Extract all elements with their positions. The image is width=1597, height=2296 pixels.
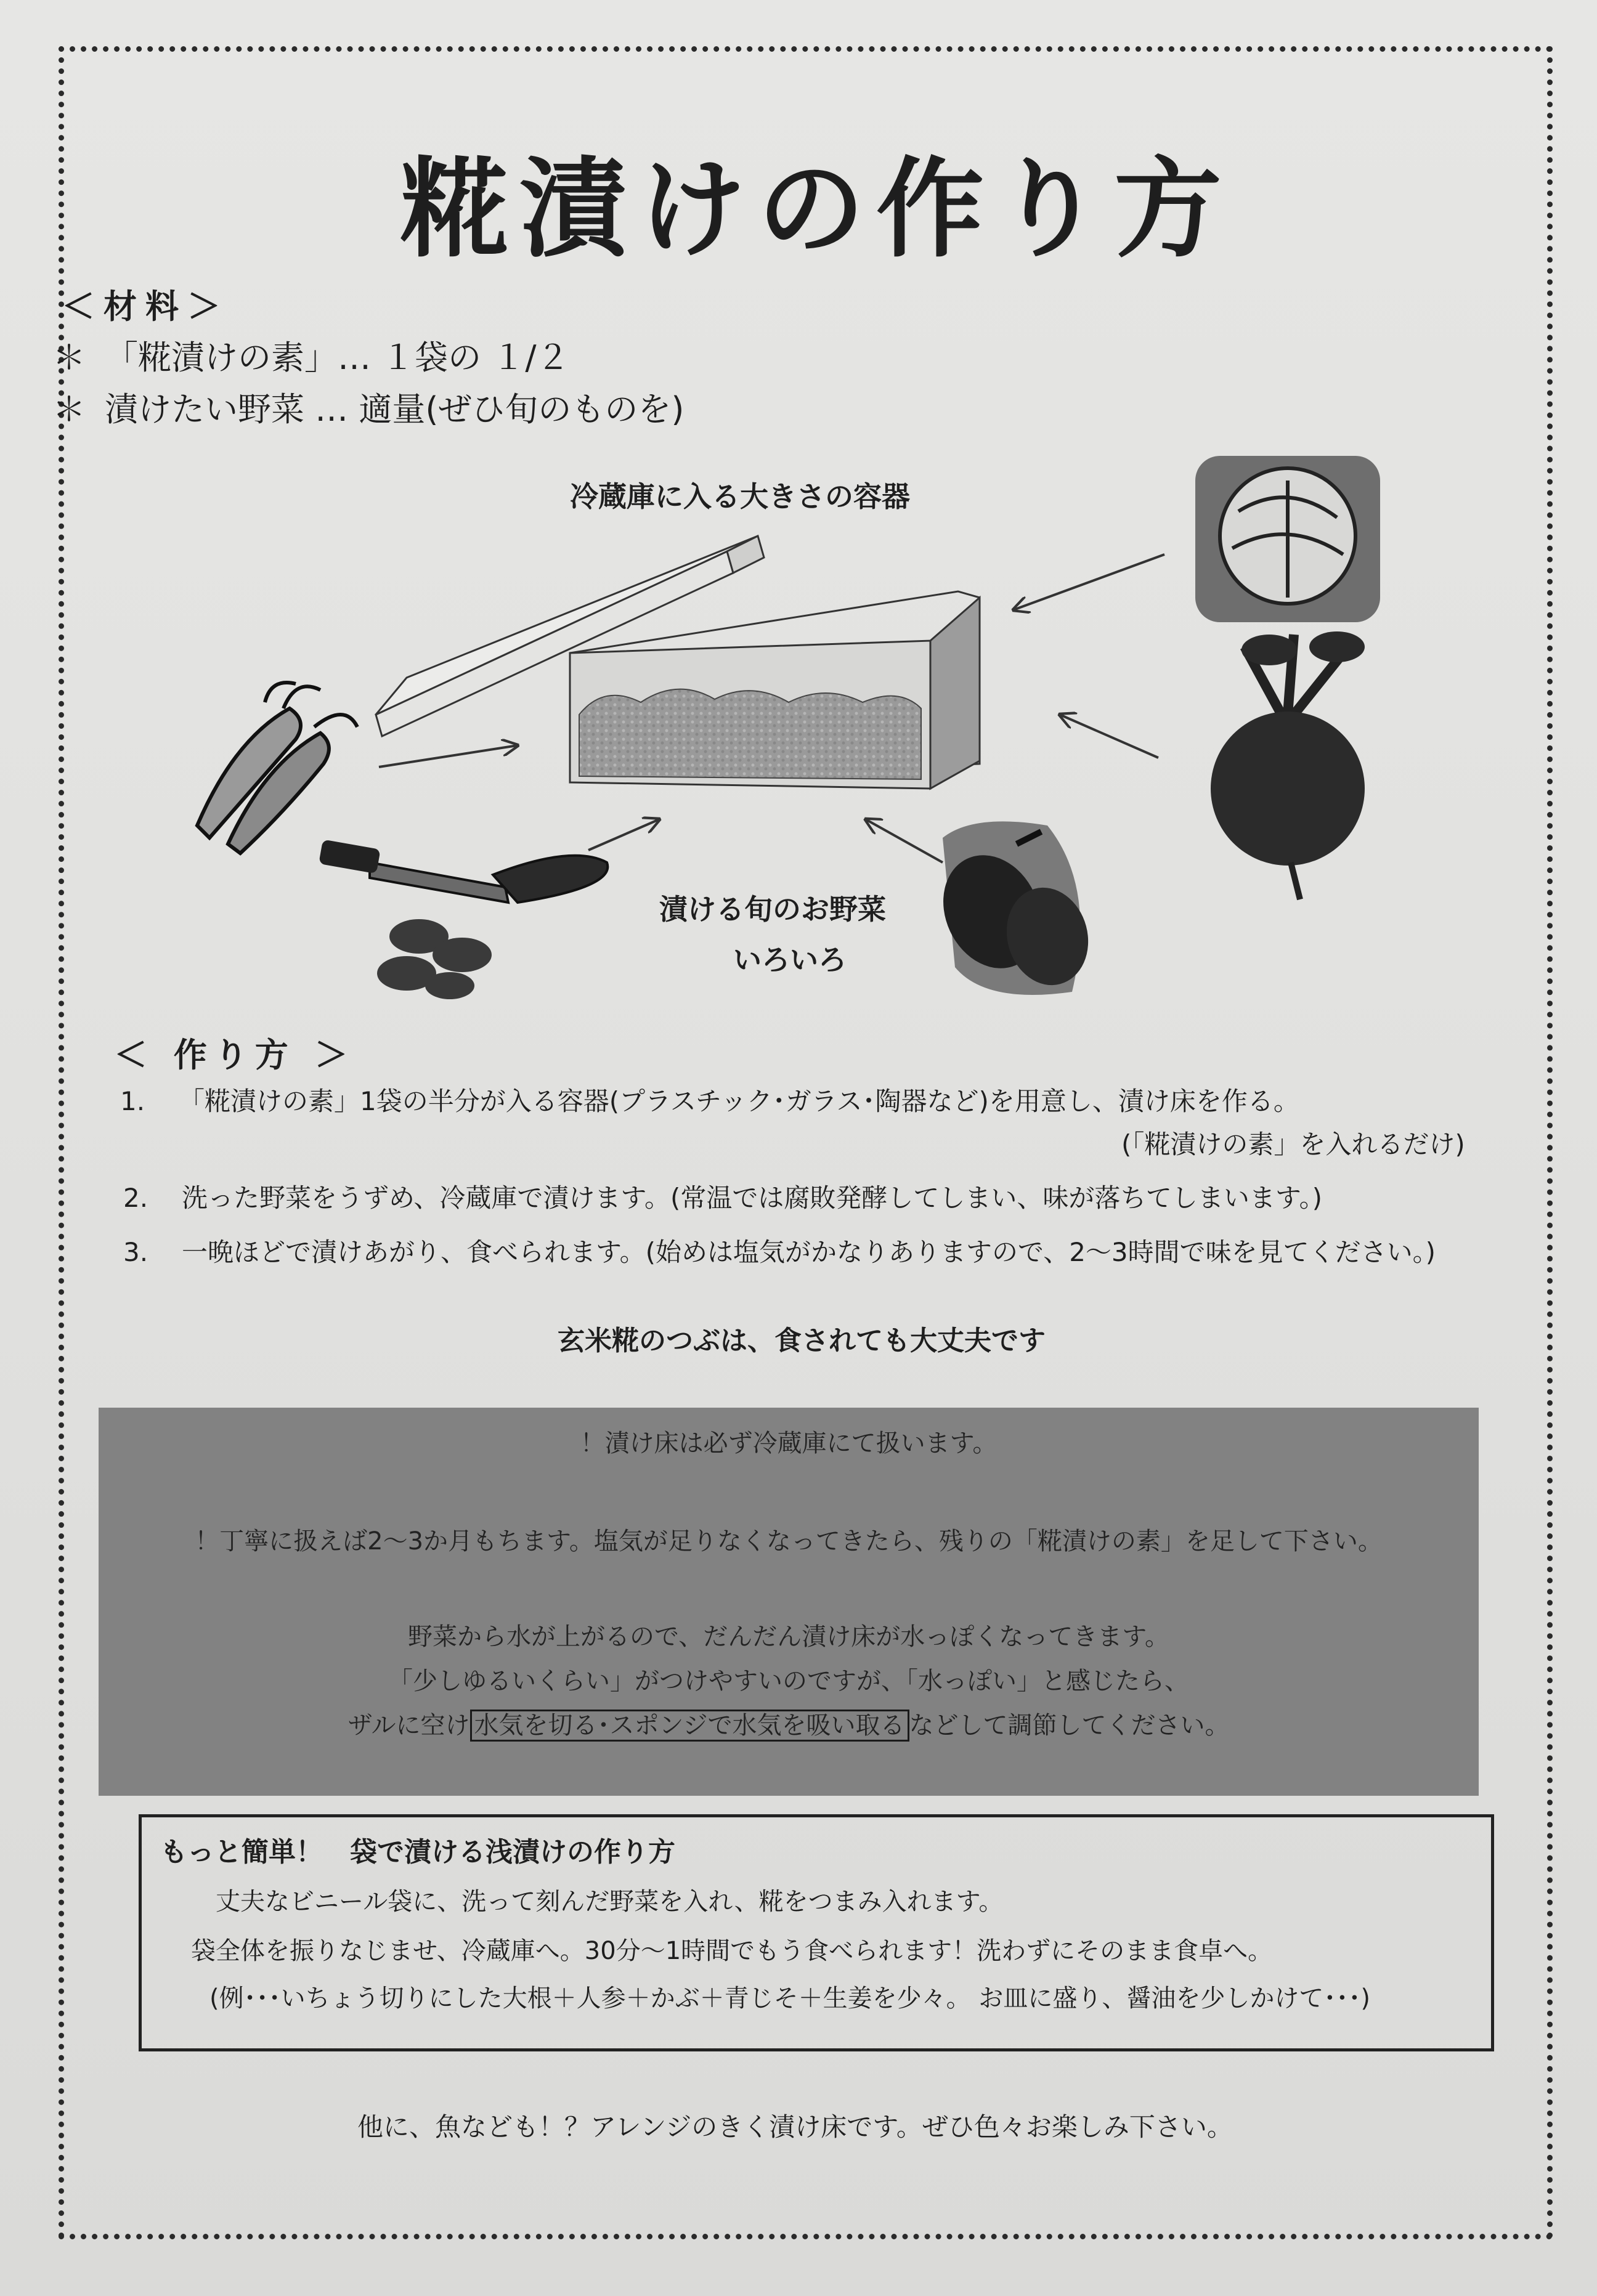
- step-item: [123, 1178, 1322, 1215]
- carrot-icon: [197, 683, 357, 853]
- arrow-icon: [379, 745, 518, 767]
- step-number: 1.: [120, 1086, 145, 1116]
- material-item: [52, 331, 570, 379]
- notice-line: ！丁寧に扱えば2〜3か月もちます。塩気が足りなくなってきたら、残りの「糀漬けの素」を足して下さい。: [195, 1527, 1383, 1556]
- page-title: 糀漬けの作り方: [400, 147, 1233, 272]
- bullet-icon: ＊: [52, 338, 86, 377]
- footer-text: 他に、魚なども！？アレンジのきく漬け床です。ぜひ色々お楽しみ下さい。: [357, 2112, 1233, 2142]
- arrow-icon: [1014, 554, 1164, 610]
- notice-text: ザルに空け: [347, 1711, 470, 1740]
- arrow-icon: [588, 819, 659, 850]
- easy-method-box: [139, 1814, 1494, 2051]
- method-heading: ＜ 作り方 ＞: [114, 1036, 356, 1074]
- materials-heading: ＜材料＞: [62, 287, 229, 326]
- step-text: 「糀漬けの素」1袋の半分が入る容器(プラスチック･ガラス･陶器など)を用意し、漬け床を作る。: [179, 1086, 1299, 1116]
- step-number: 2.: [123, 1183, 148, 1213]
- bullet-icon: ＊: [52, 390, 86, 429]
- step-item: [123, 1232, 1436, 1269]
- step-text: 洗った野菜をうずめ、冷蔵庫で漬けます。(常温では腐敗発酵してしまい、味が落ちてしまいます。): [182, 1183, 1322, 1213]
- step-number: 3.: [123, 1237, 148, 1267]
- step-subnote: (「糀漬けの素」を入れるだけ): [1121, 1129, 1465, 1159]
- material-item: [52, 383, 684, 431]
- container-icon: [376, 536, 980, 789]
- notice-line: ！漬け床は必ず冷蔵庫にて扱います。: [580, 1429, 998, 1458]
- notice-text: などして調節してください。: [909, 1711, 1230, 1740]
- step-item: [120, 1081, 1299, 1118]
- cucumber-knife-icon: [319, 839, 608, 999]
- arrow-icon: [1060, 715, 1158, 758]
- cabbage-icon: [1195, 456, 1380, 622]
- highlighted-text: 水気を切る･スポンジで水気を吸い取る: [470, 1710, 909, 1742]
- vegetables-caption-2: いろいろ: [733, 943, 847, 976]
- easy-method-line: 丈夫なビニール袋に、洗って刻んだ野菜を入れ、糀をつまみ入れます。: [216, 1888, 1004, 1916]
- vegetables-caption: 漬ける旬のお野菜: [659, 893, 886, 926]
- easy-method-line: 袋全体を振りなじませ、冷蔵庫へ。30分〜1時間でもう食べられます！洗わずにそのまま食卓へ。: [191, 1937, 1273, 1965]
- eggplant-icon: [925, 821, 1099, 995]
- material-text: 漬けたい野菜 … 適量(ぜひ旬のものを): [105, 390, 685, 429]
- container-caption: 冷蔵庫に入る大きさの容器: [570, 480, 910, 513]
- easy-method-title: もっと簡単！ 袋で漬ける浅漬けの作り方: [160, 1836, 675, 1868]
- notice-box: [99, 1408, 1479, 1796]
- rice-koji-note: 玄米糀のつぶは、食されても大丈夫です: [558, 1325, 1046, 1357]
- notice-line: [99, 1706, 1479, 1741]
- step-text: 一晩ほどで漬けあがり、食べられます。(始めは塩気がかなりありますので、2〜3時間で味を見てください。): [182, 1237, 1436, 1267]
- arrow-icon: [866, 819, 943, 862]
- notice-line: 野菜から水が上がるので、だんだん漬け床が水っぽくなってきます。: [408, 1623, 1169, 1651]
- notice-line: 「少しゆるいくらい」がつけやすいのですが、「水っぽい」と感じたら、: [388, 1667, 1189, 1695]
- material-text: 「糀漬けの素」… １袋の １/２: [105, 338, 570, 377]
- beet-icon: [1211, 631, 1365, 899]
- easy-method-line: (例･･･いちょう切りにした大根＋人参＋かぶ＋青じそ＋生姜を少々。 お皿に盛り、醤油を少しかけて･･･): [209, 1984, 1370, 2013]
